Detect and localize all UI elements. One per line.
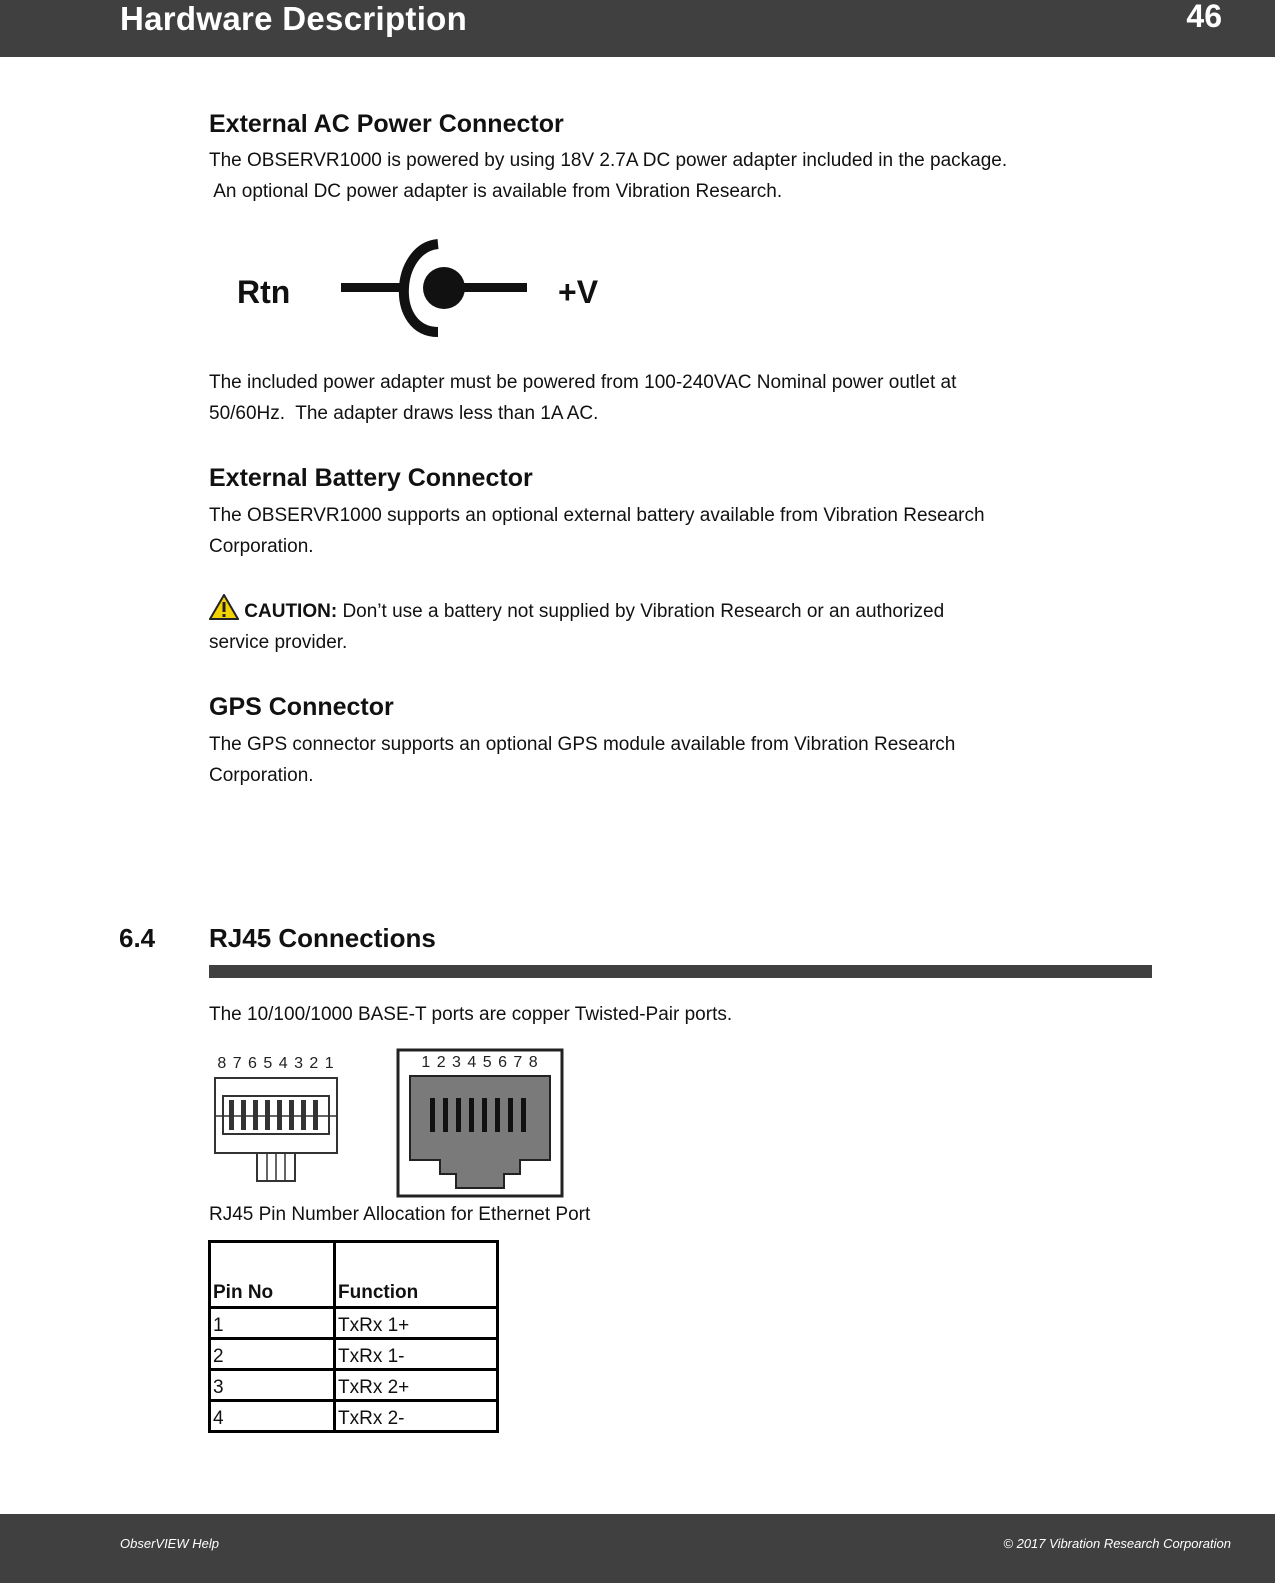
table-row <box>210 1308 498 1339</box>
caution-line2: service provider. <box>209 632 348 653</box>
battery-heading: External Battery Connector <box>209 464 533 492</box>
caution-note <box>209 594 944 658</box>
jack-pin-labels: 1 2 3 4 5 6 7 8 <box>421 1054 539 1071</box>
rj45-intro: The 10/100/1000 BASE-T ports are copper Twisted-Pair ports. <box>209 1004 733 1025</box>
rj45-caption: RJ45 Pin Number Allocation for Ethernet Port <box>209 1204 591 1225</box>
function-cell: TxRx 2- <box>335 1401 498 1432</box>
function-cell: TxRx 2+ <box>335 1370 498 1401</box>
table-row <box>210 1339 498 1370</box>
section-number: 6.4 <box>119 923 156 953</box>
ac-power-outlet-text <box>209 367 956 429</box>
ac-power-intro <box>209 145 1007 207</box>
pin-table <box>208 1240 499 1433</box>
caution-label: CAUTION: <box>244 601 338 622</box>
table-header-row <box>210 1242 498 1308</box>
gps-line2: Corporation. <box>209 765 314 786</box>
pin-cell: 3 <box>210 1370 335 1401</box>
battery-line2: Corporation. <box>209 536 314 557</box>
positive-line <box>463 283 527 292</box>
section-title: RJ45 Connections <box>209 923 436 953</box>
rj45-plug-diagram <box>209 1050 344 1185</box>
header-title: Hardware Description <box>120 0 468 37</box>
outlet-line2: 50/60Hz. The adapter draws less than 1A AC. <box>209 403 599 424</box>
gps-line1: The GPS connector supports an optional GPS module available from Vibration Research <box>209 734 956 755</box>
ac-power-heading: External AC Power Connector <box>209 110 564 138</box>
pin-cell: 2 <box>210 1339 335 1370</box>
page-header <box>0 0 1275 57</box>
gps-text <box>209 729 955 791</box>
positive-label: +V <box>558 274 599 310</box>
outlet-line1: The included power adapter must be powered from 100-240VAC Nominal power outlet at <box>209 372 957 393</box>
pin-no-header: Pin No <box>210 1242 335 1308</box>
function-header: Function <box>335 1242 498 1308</box>
page-footer <box>0 1514 1275 1583</box>
table-row <box>210 1370 498 1401</box>
section-rule <box>209 965 1152 978</box>
caution-line1: Don’t use a battery not supplied by Vibration Research or an authorized <box>337 601 945 622</box>
center-pin <box>423 267 465 309</box>
rj45-jack-diagram <box>396 1048 564 1198</box>
function-cell: TxRx 1- <box>335 1339 498 1370</box>
battery-line1: The OBSERVR1000 supports an optional external battery available from Vibration Research <box>209 505 985 526</box>
rtn-label: Rtn <box>237 274 291 310</box>
function-cell: TxRx 1+ <box>335 1308 498 1339</box>
pin-cell: 4 <box>210 1401 335 1432</box>
battery-text <box>209 500 985 562</box>
page-number: 46 <box>1186 0 1222 34</box>
table-row <box>210 1401 498 1432</box>
return-line <box>341 283 407 292</box>
footer-doc-title: ObserVIEW Help <box>120 1536 219 1551</box>
gps-heading: GPS Connector <box>209 693 394 721</box>
warning-icon <box>209 594 239 620</box>
caution-line1-wrap <box>209 594 944 627</box>
ac-power-intro-line1: The OBSERVR1000 is powered by using 18V 2.7A DC power adapter included in the package. <box>209 150 1008 171</box>
footer-copyright: © 2017 Vibration Research Corporation <box>1003 1536 1231 1551</box>
pin-cell: 1 <box>210 1308 335 1339</box>
plug-pin-labels: 8 7 6 5 4 3 2 1 <box>217 1055 335 1072</box>
ac-power-intro-line2: An optional DC power adapter is available from Vibration Research. <box>209 181 783 202</box>
power-connector-diagram <box>225 232 625 344</box>
